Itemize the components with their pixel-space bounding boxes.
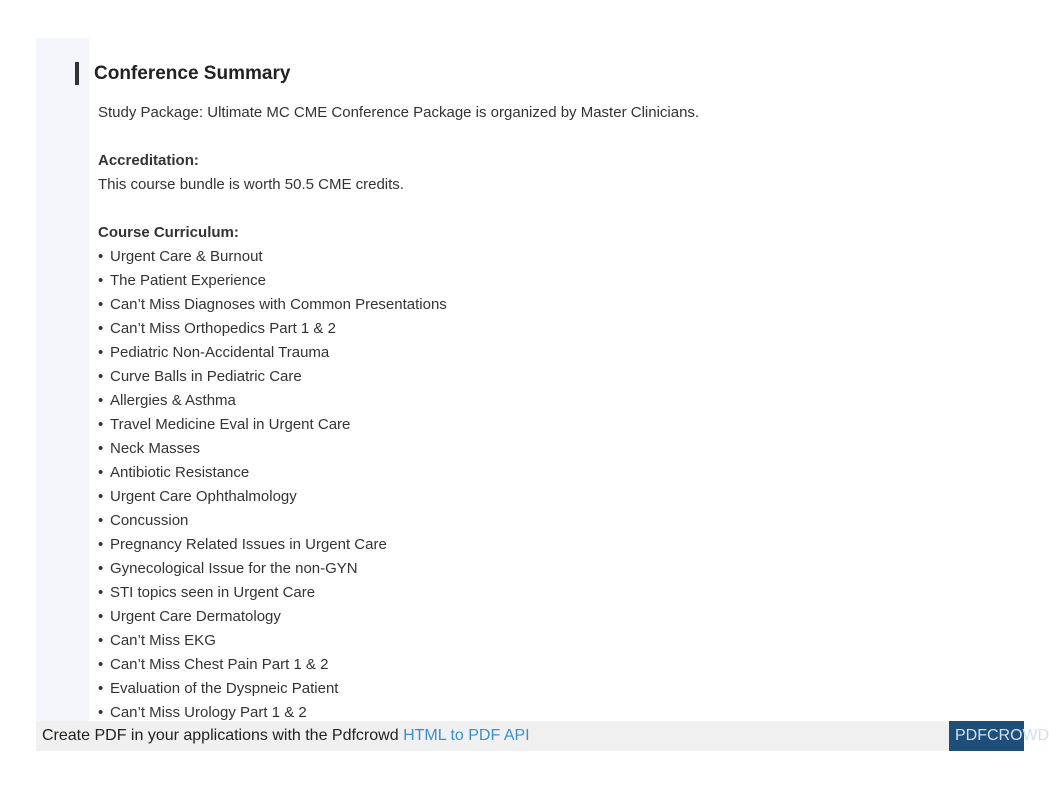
- curriculum-item-label: Can’t Miss EKG: [110, 632, 216, 649]
- bullet-icon: •: [98, 560, 104, 577]
- section-accent-bar: [75, 62, 79, 85]
- bullet-icon: •: [98, 656, 104, 673]
- curriculum-item: [98, 581, 447, 605]
- curriculum-item-label: Urgent Care Ophthalmology: [110, 488, 297, 505]
- bullet-icon: •: [98, 632, 104, 649]
- curriculum-item: [98, 509, 447, 533]
- curriculum-item-label: Neck Masses: [110, 440, 201, 457]
- section-title: Conference Summary: [94, 63, 291, 84]
- curriculum-heading: Course Curriculum:: [98, 224, 239, 241]
- bullet-icon: •: [98, 512, 104, 529]
- curriculum-item-label: Pregnancy Related Issues in Urgent Care: [110, 536, 387, 553]
- pdfcrowd-brand-label: PDFCROWD: [955, 727, 1049, 744]
- curriculum-item-label: Allergies & Asthma: [110, 392, 236, 409]
- curriculum-item-label: Can’t Miss Orthopedics Part 1 & 2: [110, 320, 336, 337]
- curriculum-item: [98, 629, 447, 653]
- bullet-icon: •: [98, 488, 104, 505]
- curriculum-item: [98, 269, 447, 293]
- bullet-icon: •: [98, 440, 104, 457]
- bullet-icon: •: [98, 464, 104, 481]
- curriculum-item-label: STI topics seen in Urgent Care: [110, 584, 316, 601]
- curriculum-item: [98, 557, 447, 581]
- curriculum-item-label: Antibiotic Resistance: [110, 464, 250, 481]
- curriculum-item: [98, 677, 447, 701]
- curriculum-item: [98, 437, 447, 461]
- footer-text: [42, 726, 530, 746]
- bullet-icon: •: [98, 344, 104, 361]
- bullet-icon: •: [98, 680, 104, 697]
- accreditation-text: This course bundle is worth 50.5 CME credits.: [98, 176, 404, 193]
- curriculum-item: [98, 365, 447, 389]
- bullet-icon: •: [98, 608, 104, 625]
- intro-text: Study Package: Ultimate MC CME Conference Package is organized by Master Clinicians.: [98, 104, 700, 121]
- curriculum-item: [98, 533, 447, 557]
- curriculum-item: [98, 461, 447, 485]
- curriculum-item: [98, 413, 447, 437]
- curriculum-item-label: Travel Medicine Eval in Urgent Care: [110, 416, 351, 433]
- bullet-icon: •: [98, 584, 104, 601]
- footer-message: Create PDF in your applications with the Pdfcrowd: [42, 727, 404, 744]
- accreditation-heading: Accreditation:: [98, 152, 199, 169]
- curriculum-item: [98, 341, 447, 365]
- bullet-icon: •: [98, 416, 104, 433]
- curriculum-item-label: Evaluation of the Dyspneic Patient: [110, 680, 339, 697]
- curriculum-item: [98, 605, 447, 629]
- bullet-icon: •: [98, 704, 104, 721]
- curriculum-item-label: Urgent Care & Burnout: [110, 248, 263, 265]
- curriculum-item-label: Urgent Care Dermatology: [110, 608, 281, 625]
- curriculum-item-label: Concussion: [110, 512, 189, 529]
- bullet-icon: •: [98, 272, 104, 289]
- curriculum-item: [98, 485, 447, 509]
- curriculum-item-label: Pediatric Non-Accidental Trauma: [110, 344, 330, 361]
- bullet-icon: •: [98, 392, 104, 409]
- curriculum-item: [98, 653, 447, 677]
- bullet-icon: •: [98, 296, 104, 313]
- bullet-icon: •: [98, 248, 104, 265]
- curriculum-item-label: The Patient Experience: [110, 272, 266, 289]
- curriculum-item-label: Gynecological Issue for the non-GYN: [110, 560, 358, 577]
- bullet-icon: •: [98, 320, 104, 337]
- pdfcrowd-brand-button[interactable]: [949, 721, 1049, 751]
- bullet-icon: •: [98, 368, 104, 385]
- bullet-icon: •: [98, 536, 104, 553]
- curriculum-item: [98, 293, 447, 317]
- curriculum-list: [98, 245, 447, 725]
- curriculum-item-label: Can’t Miss Diagnoses with Common Presentations: [110, 296, 447, 313]
- curriculum-item: [98, 389, 447, 413]
- html-to-pdf-api-link[interactable]: HTML to PDF API: [403, 727, 530, 744]
- curriculum-item: [98, 245, 447, 269]
- curriculum-item-label: Curve Balls in Pediatric Care: [110, 368, 302, 385]
- curriculum-item-label: Can’t Miss Urology Part 1 & 2: [110, 704, 307, 721]
- curriculum-item-label: Can’t Miss Chest Pain Part 1 & 2: [110, 656, 329, 673]
- curriculum-item: [98, 317, 447, 341]
